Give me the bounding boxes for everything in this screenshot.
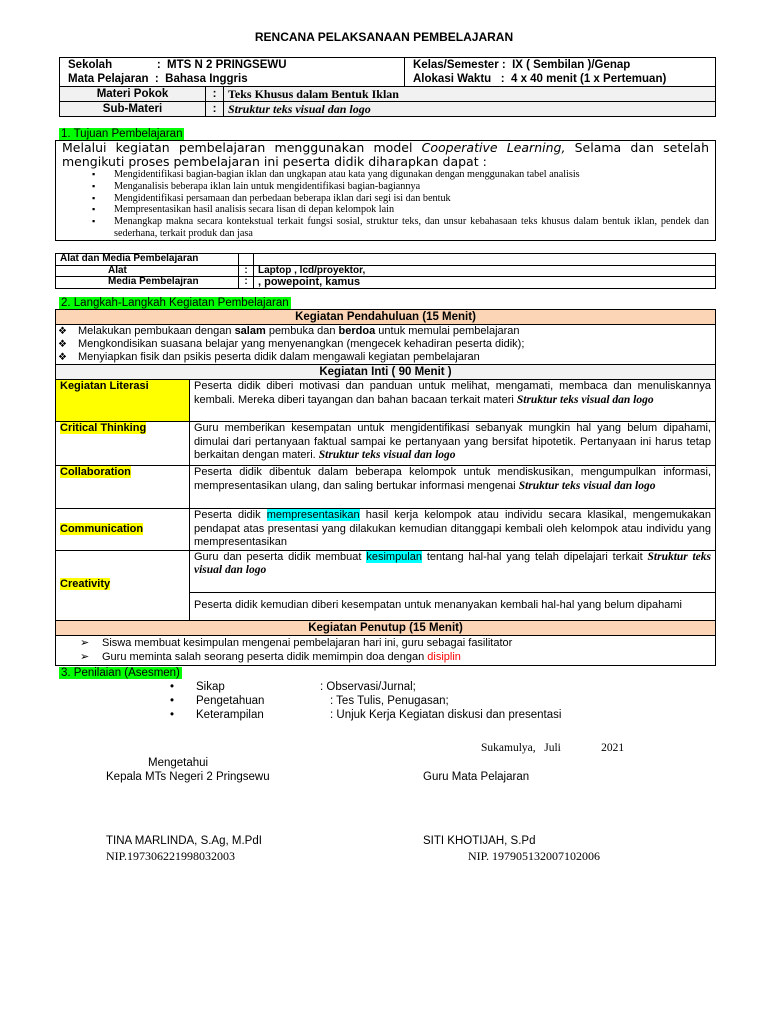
critical-bold: Struktur teks visual dan logo — [318, 449, 456, 461]
list-item: ❖ Mengkondisikan suasana belajar yang menyenangkan (mengecek kehadiran peserta didik); — [56, 338, 715, 351]
pendahuluan-text: untuk memulai pembelajaran — [375, 325, 520, 337]
class-time-cell — [405, 58, 716, 87]
sub-materi-label: Sub-Materi — [60, 102, 206, 117]
penilaian-value: : Tes Tulis, Penugasan; — [330, 695, 449, 707]
critical-label: Critical Thinking — [60, 422, 147, 434]
list-item — [170, 680, 630, 694]
list-item: ❖ Menyiapkan fisik dan psikis peserta didik dalam mengawali kegiatan pembelajaran — [56, 351, 715, 364]
bullet: • — [170, 681, 175, 693]
inti-title: Kegiatan Inti ( 90 Menit ) — [56, 365, 716, 380]
kepala-name: TINA MARLINDA, S.Ag, M.PdI — [106, 835, 262, 847]
list-item: ▪ Mengidentifikasi persamaan dan perbedaan beberapa iklan dari segi isi dan bentuk — [92, 193, 709, 205]
pendahuluan-title: Kegiatan Pendahuluan (15 Menit) — [56, 310, 716, 325]
penilaian-heading-wrap — [59, 667, 182, 680]
critical-text — [190, 422, 716, 466]
list-item: ▪ Mengidentifikasi bagian-bagian iklan dan ungkapan atau kata yang digunakan dengan menggunakan tabel analisis — [92, 169, 709, 181]
collaboration-body: Peserta didik dibentuk dalam beberapa kelompok untuk mendiskusikan, mengumpulkan informasi, mempresentasikan ulang, dan saling bertukar informasi mengenai — [194, 466, 711, 492]
list-item: ▪ Mempresentasikan hasil analisis secara lisan di depan kelompok lain — [92, 204, 709, 216]
bullet: • — [170, 709, 175, 721]
materi-pokok-value: Teks Khusus dalam Bentuk Iklan — [224, 87, 716, 102]
penutup-list — [56, 636, 715, 664]
collaboration-text — [190, 466, 716, 509]
colon: : — [239, 265, 254, 277]
class-line: Kelas/Semester : IX ( Sembilan )/Genap — [413, 59, 631, 71]
list-item: ▪ Menganalisis beberapa iklan lain untuk mengidentifikasi bagian-bagiannya — [92, 181, 709, 193]
guru-nip: NIP. 197905132007102006 — [468, 849, 601, 863]
literasi-text — [190, 380, 716, 422]
langkah-heading: 2. Langkah-Langkah Kegiatan Pembelajaran — [61, 297, 289, 309]
tujuan-intro-text: Melalui kegiatan pembelajaran menggunakan model — [62, 140, 422, 155]
communication-label: Communication — [60, 522, 144, 535]
mengetahui-label: Mengetahui — [148, 757, 209, 769]
tujuan-list — [92, 169, 709, 240]
penutup-title: Kegiatan Penutup (15 Menit) — [56, 620, 716, 635]
list-item — [56, 325, 715, 338]
school-line: Sekolah : MTS N 2 PRINGSEWU — [68, 59, 287, 71]
pendahuluan-list — [56, 325, 715, 364]
guru-name: SITI KHOTIJAH, S.Pd — [423, 835, 536, 847]
colon: : — [206, 102, 224, 117]
creativity-body-2: tentang hal-hal yang telah dipelajari terkait — [421, 550, 648, 563]
kepala-nip: NIP.197306221998032003 — [106, 849, 236, 863]
creativity-cell — [56, 550, 190, 620]
school-subject-cell — [60, 58, 405, 87]
creativity-label: Creativity — [60, 578, 111, 591]
communication-text — [190, 509, 716, 551]
tujuan-heading: 1. Tujuan Pembelajaran — [61, 128, 183, 140]
pendahuluan-bold: berdoa — [338, 325, 376, 337]
subject-line: Mata Pelajaran : Bahasa Inggris — [68, 73, 248, 85]
penutup-cell — [56, 635, 716, 665]
literasi-label: Kegiatan Literasi — [56, 380, 190, 422]
tujuan-intro — [62, 141, 709, 169]
list-item: ➢ Siswa membuat kesimpulan mengenai pembelajaran hari ini, guru sebagai fasilitator — [56, 636, 715, 650]
penilaian-name: Pengetahuan — [196, 695, 265, 707]
alat-value: Laptop , lcd/proyektor, — [254, 265, 716, 277]
collaboration-cell — [56, 466, 190, 509]
pendahuluan-cell — [56, 325, 716, 365]
penilaian-name: Sikap — [196, 681, 225, 693]
list-item — [170, 708, 630, 722]
creativity-text-2: Peserta didik kemudian diberi kesempatan untuk menanyakan kembali hal-hal yang belum dipahami — [190, 592, 716, 620]
guru-title: Guru Mata Pelajaran — [423, 771, 530, 783]
communication-body: Peserta didik — [194, 509, 267, 521]
literasi-body: Peserta didik diberi motivasi dan panduan untuk melihat, mengamati, membaca dan menuliskannya kembali. Mereka diberi tayangan dan bahan bacaan terkait materi — [194, 380, 711, 406]
bullet: • — [170, 695, 175, 707]
tujuan-intro-text-2: Selama dan setelah mengikuti proses pembelajaran ini peserta didik diharapkan dapat : — [62, 140, 709, 169]
time-line: Alokasi Waktu : 4 x 40 menit (1 x Pertemuan) — [413, 73, 667, 85]
collaboration-label: Collaboration — [60, 466, 131, 478]
blank-cell — [239, 254, 254, 266]
blank-cell — [254, 254, 716, 266]
langkah-table — [55, 309, 716, 666]
colon: : — [239, 277, 254, 289]
sub-materi-value: Struktur teks visual dan logo — [224, 102, 716, 117]
list-item: ▪ Menangkap makna secara kontekstual terkait fungsi sosial, struktur teks, dan unsur kebahasaan teks khusus dalam bentuk iklan, pendek dan sederhana, terkait produk dan jasa — [92, 216, 709, 240]
critical-body: Guru memberikan kesempatan untuk mengidentifikasi sebanyak mungkin hal yang belum dipahami, dimulai dari pertanyaan faktual sampai ke pertanyaan yang bersifat hipotetik. Pertanyaan ini harus tetap berkaitan dengan materi. — [194, 422, 711, 461]
communication-cell — [56, 509, 190, 551]
header-info-table — [59, 57, 716, 87]
media-value: , powepoint, kamus — [254, 277, 716, 289]
collaboration-bold: Struktur teks visual dan logo — [518, 479, 656, 492]
alat-media-heading: Alat dan Media Pembelajaran — [56, 254, 239, 266]
media-label: Media Pembelajran — [56, 277, 239, 289]
penutup-red-text: disiplin — [427, 650, 461, 663]
pendahuluan-bold: salam — [234, 325, 266, 337]
pendahuluan-text: Melakukan pembukaan dengan — [78, 325, 235, 337]
creativity-highlight: kesimpulan — [366, 550, 422, 563]
penilaian-heading: 3. Penilaian (Asesmen) — [61, 667, 180, 679]
critical-cell — [56, 422, 190, 466]
penilaian-value: : Unjuk Kerja Kegiatan diskusi dan presentasi — [330, 709, 562, 721]
penilaian-list — [170, 680, 630, 722]
communication-highlight: mempresentasikan — [266, 509, 360, 521]
creativity-text — [190, 550, 716, 592]
creativity-bold: Struktur teks visual dan logo — [194, 550, 711, 576]
list-item — [170, 694, 630, 708]
creativity-body: Guru dan peserta didik membuat — [194, 550, 367, 563]
tujuan-model: Cooperative Learning, — [421, 140, 566, 155]
literasi-bold: Struktur teks visual dan logo — [516, 393, 654, 406]
pendahuluan-text: pembuka dan — [265, 325, 339, 337]
alat-media-table — [55, 253, 716, 289]
colon: : — [206, 87, 224, 102]
kepala-title: Kepala MTs Negeri 2 Pringsewu — [106, 771, 270, 783]
list-item — [56, 650, 715, 664]
communication-body-2: hasil kerja kelompok atau individu secara klasikal, mengemukakan pendapat atas presentasi yang dilakukan kemudian ditanggapi kembali oleh kelompok atau individu yang mempresentasikan — [194, 509, 711, 548]
materi-table — [59, 86, 716, 117]
alat-label: Alat — [56, 265, 239, 277]
document-title: RENCANA PELAKSANAAN PEMBELAJARAN — [254, 30, 514, 44]
tujuan-box — [55, 140, 716, 241]
penutup-text: Guru meminta salah seorang peserta didik memimpin doa dengan — [102, 650, 428, 663]
penilaian-value: : Observasi/Jurnal; — [320, 681, 416, 693]
penilaian-name: Keterampilan — [196, 709, 264, 721]
materi-pokok-label: Materi Pokok — [60, 87, 206, 102]
place-date: Sukamulya, Juli 2021 — [481, 742, 625, 754]
